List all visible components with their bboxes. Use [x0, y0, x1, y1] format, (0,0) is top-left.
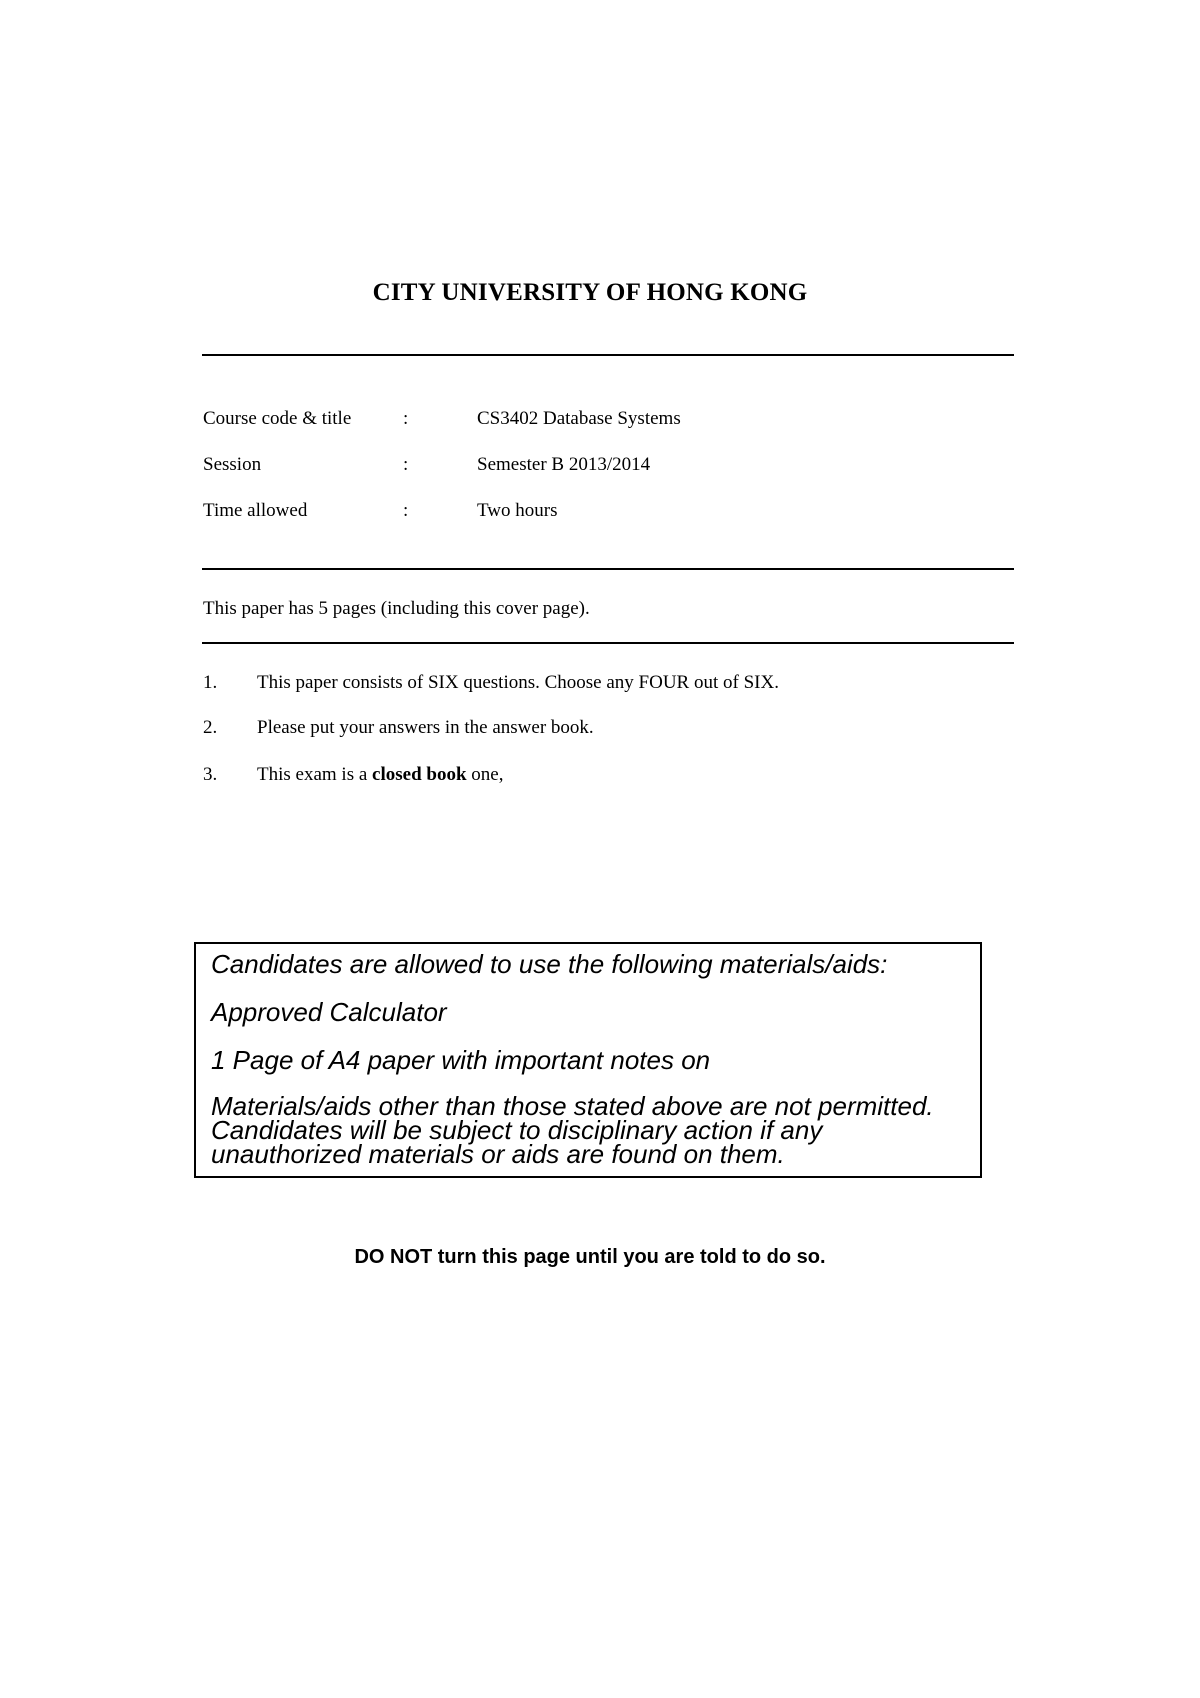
instruction-text: This paper consists of SIX questions. Choose any FOUR out of SIX. — [257, 672, 779, 693]
do-not-turn-notice: DO NOT turn this page until you are told to do so. — [354, 1246, 826, 1268]
instruction-text: Please put your answers in the answer book. — [257, 717, 594, 738]
aids-item-calculator: Approved Calculator — [211, 997, 447, 1027]
session-label: Session — [203, 454, 262, 475]
session-value: Semester B 2013/2014 — [477, 454, 651, 475]
aids-heading: Candidates are allowed to use the following materials/aids: — [211, 949, 888, 979]
aids-warning: Materials/aids other than those stated above are not permitted. Candidates will be subject to disciplinary action if any unauthorized materials or aids are found on them. — [211, 1091, 934, 1169]
page-count-note: This paper has 5 pages (including this cover page). — [203, 598, 590, 619]
session-colon: : — [403, 454, 409, 475]
divider-top — [202, 354, 1014, 356]
time-allowed-value: Two hours — [477, 500, 558, 521]
time-allowed-label: Time allowed — [203, 500, 308, 521]
instruction-number: 3. — [203, 764, 218, 785]
divider-middle — [202, 568, 1014, 570]
divider-bottom — [202, 642, 1014, 644]
course-code-label: Course code & title — [203, 408, 352, 429]
instruction-text-end: one, — [466, 764, 504, 785]
closed-book-emphasis: closed book — [372, 764, 467, 785]
course-code-value: CS3402 Database Systems — [477, 408, 681, 429]
time-allowed-colon: : — [403, 500, 409, 521]
aids-item-notes: 1 Page of A4 paper with important notes on — [211, 1045, 711, 1075]
instruction-text-start: This exam is a — [257, 764, 373, 785]
instruction-number: 1. — [203, 672, 218, 693]
university-title: CITY UNIVERSITY OF HONG KONG — [372, 279, 808, 306]
instruction-number: 2. — [203, 717, 218, 738]
instruction-text — [257, 764, 503, 786]
permitted-aids-box — [194, 942, 982, 1178]
course-code-colon: : — [403, 408, 409, 429]
